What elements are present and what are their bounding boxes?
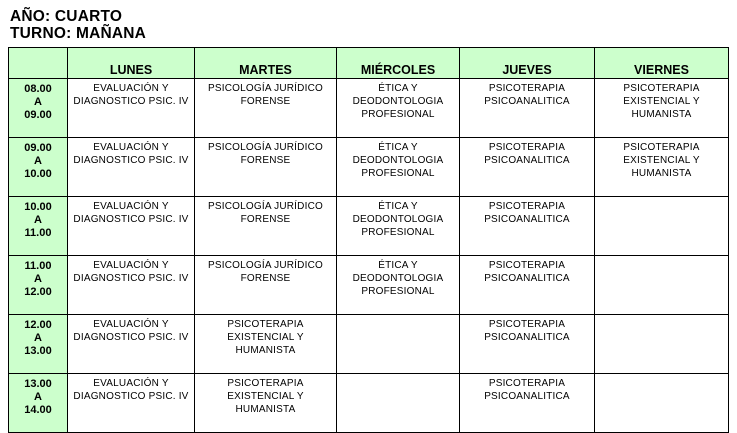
course-name: EVALUACIÓN Y DIAGNOSTICO PSIC. IV	[73, 260, 189, 284]
class-cell-viernes	[595, 315, 729, 374]
class-cell-lunes	[68, 374, 195, 433]
time-start: 11.00	[24, 260, 52, 272]
class-cell-jueves	[460, 197, 595, 256]
class-cell-lunes	[68, 138, 195, 197]
time-separator: A	[34, 332, 42, 344]
time-slot-cell	[9, 256, 68, 315]
class-cell-viernes	[595, 256, 729, 315]
class-cell-miercoles	[337, 197, 460, 256]
course-name: PSICOLOGÍA JURÍDICO FORENSE	[208, 260, 323, 284]
time-separator: A	[34, 155, 42, 167]
time-slot-cell	[9, 374, 68, 433]
class-cell-viernes	[595, 79, 729, 138]
time-start: 12.00	[24, 319, 52, 331]
class-cell-lunes	[68, 256, 195, 315]
day-header-martes: MARTES	[195, 48, 337, 79]
time-end: 12.00	[24, 286, 52, 298]
day-header-miercoles: MIÉRCOLES	[337, 48, 460, 79]
class-cell-miercoles	[337, 79, 460, 138]
time-start: 13.00	[24, 378, 52, 390]
time-separator: A	[34, 273, 42, 285]
class-cell-lunes	[68, 315, 195, 374]
class-cell-miercoles	[337, 256, 460, 315]
class-cell-jueves	[460, 256, 595, 315]
class-cell-viernes	[595, 138, 729, 197]
class-cell-martes	[195, 138, 337, 197]
table-row	[9, 138, 729, 197]
course-name: ÉTICA Y DEODONTOLOGIA PROFESIONAL	[352, 201, 444, 238]
class-cell-martes	[195, 79, 337, 138]
class-cell-lunes	[68, 197, 195, 256]
time-end: 09.00	[24, 109, 52, 121]
time-slot-cell	[9, 138, 68, 197]
schedule-body	[9, 79, 729, 433]
time-start: 10.00	[24, 201, 52, 213]
class-cell-lunes	[68, 79, 195, 138]
time-slot-cell	[9, 79, 68, 138]
schedule-table	[8, 47, 729, 433]
day-header-lunes: LUNES	[68, 48, 195, 79]
shift-title: TURNO: MAÑANA	[10, 25, 147, 42]
course-name: PSICOTERAPIA PSICOANALITICA	[484, 319, 570, 343]
table-row	[9, 79, 729, 138]
table-row	[9, 315, 729, 374]
class-cell-martes	[195, 256, 337, 315]
time-end: 11.00	[24, 227, 52, 239]
class-cell-jueves	[460, 374, 595, 433]
time-separator: A	[34, 391, 42, 403]
table-row	[9, 374, 729, 433]
day-header-jueves: JUEVES	[460, 48, 595, 79]
year-title: AÑO: CUARTO	[10, 8, 123, 25]
class-cell-viernes	[595, 197, 729, 256]
class-cell-jueves	[460, 138, 595, 197]
class-cell-martes	[195, 197, 337, 256]
class-cell-miercoles	[337, 315, 460, 374]
course-name: PSICOTERAPIA PSICOANALITICA	[484, 83, 570, 107]
course-name: EVALUACIÓN Y DIAGNOSTICO PSIC. IV	[73, 319, 189, 343]
time-slot-cell	[9, 197, 68, 256]
course-name: PSICOTERAPIA EXISTENCIAL Y HUMANISTA	[227, 319, 304, 356]
table-row	[9, 197, 729, 256]
time-slot-cell	[9, 315, 68, 374]
course-name: PSICOTERAPIA EXISTENCIAL Y HUMANISTA	[623, 83, 700, 120]
time-start: 09.00	[24, 142, 52, 154]
course-name: PSICOTERAPIA PSICOANALITICA	[484, 201, 570, 225]
day-header-row	[9, 48, 729, 79]
time-separator: A	[34, 96, 42, 108]
course-name: PSICOTERAPIA PSICOANALITICA	[484, 260, 570, 284]
class-cell-viernes	[595, 374, 729, 433]
table-row	[9, 256, 729, 315]
course-name: ÉTICA Y DEODONTOLOGIA PROFESIONAL	[352, 142, 444, 179]
time-end: 13.00	[24, 345, 52, 357]
course-name: EVALUACIÓN Y DIAGNOSTICO PSIC. IV	[73, 201, 189, 225]
class-cell-miercoles	[337, 374, 460, 433]
course-name: PSICOLOGÍA JURÍDICO FORENSE	[208, 201, 323, 225]
class-cell-jueves	[460, 315, 595, 374]
course-name: EVALUACIÓN Y DIAGNOSTICO PSIC. IV	[73, 378, 189, 402]
course-name: PSICOTERAPIA EXISTENCIAL Y HUMANISTA	[227, 378, 304, 415]
course-name: PSICOTERAPIA PSICOANALITICA	[484, 378, 570, 402]
class-cell-martes	[195, 315, 337, 374]
course-name: PSICOLOGÍA JURÍDICO FORENSE	[208, 83, 323, 107]
course-name: PSICOTERAPIA EXISTENCIAL Y HUMANISTA	[623, 142, 700, 179]
course-name: PSICOLOGÍA JURÍDICO FORENSE	[208, 142, 323, 166]
class-cell-martes	[195, 374, 337, 433]
corner-cell	[9, 48, 68, 79]
class-cell-miercoles	[337, 138, 460, 197]
time-end: 10.00	[24, 168, 52, 180]
course-name: EVALUACIÓN Y DIAGNOSTICO PSIC. IV	[73, 83, 189, 107]
class-cell-jueves	[460, 79, 595, 138]
schedule-header	[10, 8, 146, 42]
day-header-viernes: VIERNES	[595, 48, 729, 79]
course-name: EVALUACIÓN Y DIAGNOSTICO PSIC. IV	[73, 142, 189, 166]
time-end: 14.00	[24, 404, 52, 416]
course-name: ÉTICA Y DEODONTOLOGIA PROFESIONAL	[352, 83, 444, 120]
time-start: 08.00	[24, 83, 52, 95]
course-name: PSICOTERAPIA PSICOANALITICA	[484, 142, 570, 166]
time-separator: A	[34, 214, 42, 226]
course-name: ÉTICA Y DEODONTOLOGIA PROFESIONAL	[352, 260, 444, 297]
